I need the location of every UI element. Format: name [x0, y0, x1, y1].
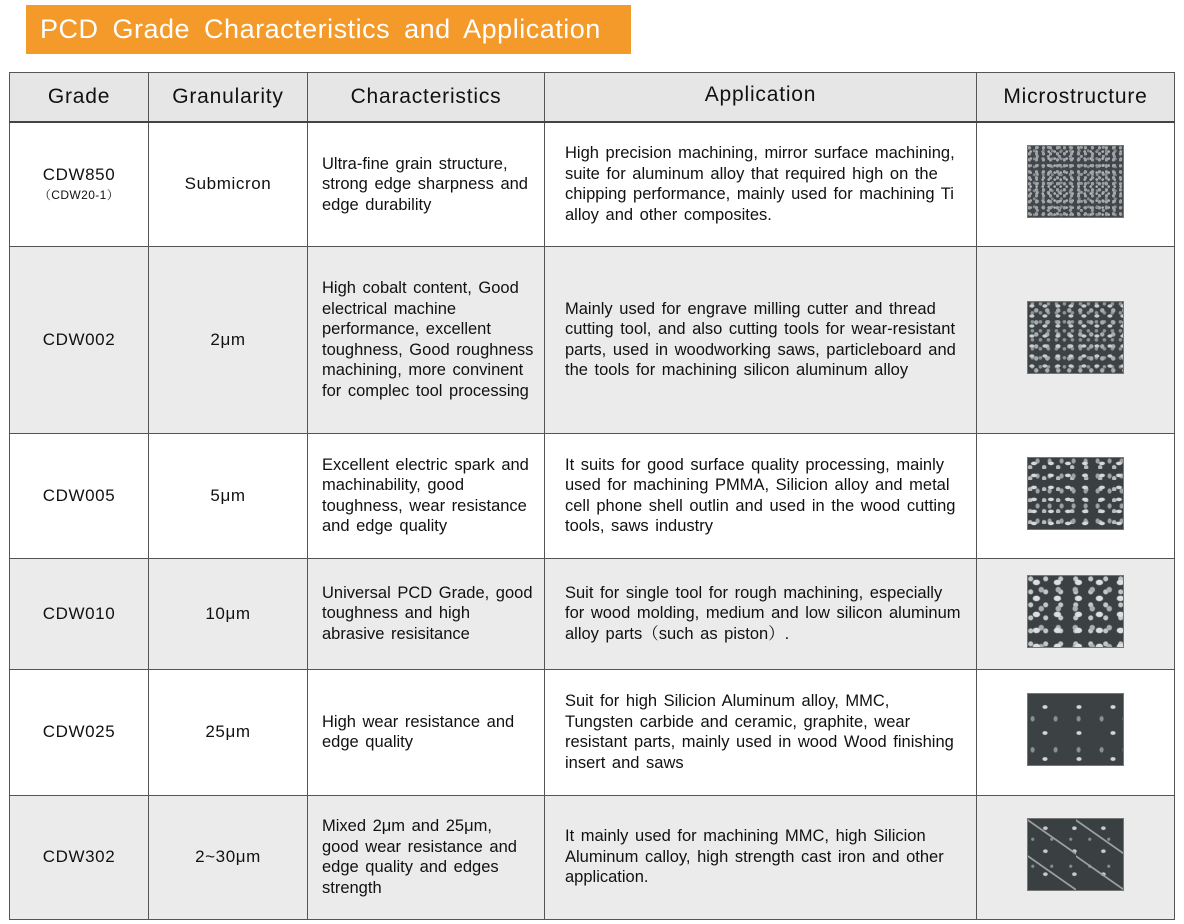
grade-name: CDW010: [42, 603, 116, 623]
application-cell: Suit for single tool for rough machining, especially for wood molding, medium and low silicon aluminum alloy parts（such as piston）.: [545, 558, 977, 669]
table-row: [10, 433, 1175, 558]
application-cell: It suits for good surface quality processing, mainly used for machining PMMA, Silicion alloy and metal cell phone shell outlin and used in the wood cutting tools, saws industry: [545, 433, 977, 558]
application-cell: It mainly used for machining MMC, high Silicion Aluminum calloy, high strength cast iron and other application.: [545, 795, 977, 919]
application-cell: Suit for high Silicion Aluminum alloy, MMC, Tungsten carbide and ceramic, graphite, wear resistant parts, mainly used in wood Wood finishing insert and saws: [545, 669, 977, 795]
table-header-row: [10, 73, 1175, 123]
grade-cell: [10, 246, 149, 433]
microstructure-image: [1027, 145, 1124, 218]
microstructure-cell: [977, 669, 1175, 795]
characteristics-cell: High wear resistance and edge quality: [308, 669, 545, 795]
microstructure-image: [1027, 575, 1124, 648]
header-characteristics: Characteristics: [308, 73, 545, 123]
microstructure-image: [1027, 818, 1124, 891]
table-row: [10, 122, 1175, 246]
grade-cell: [10, 122, 149, 246]
header-granularity: Granularity: [149, 73, 308, 123]
microstructure-cell: [977, 433, 1175, 558]
grade-table: [9, 72, 1175, 920]
application-cell: Mainly used for engrave milling cutter and thread cutting tool, and also cutting tools for wear-resistant parts, used in woodworking saws, particleboard and the tools for machining silicon aluminum alloy: [545, 246, 977, 433]
table-row: [10, 246, 1175, 433]
grade-name: CDW302: [42, 847, 116, 866]
granularity-cell: Submicron: [149, 122, 308, 246]
grade-name: CDW002: [42, 329, 116, 349]
microstructure-cell: [977, 795, 1175, 919]
characteristics-cell: High cobalt content, Good electrical machine performance, excellent toughness, Good roughness machining, more convinent for complec tool processing: [308, 246, 545, 433]
microstructure-image: [1027, 693, 1124, 766]
grade-cell: [10, 795, 149, 919]
characteristics-cell: Ultra-fine grain structure, strong edge sharpness and edge durability: [308, 122, 545, 246]
granularity-cell: 2μm: [149, 246, 308, 433]
table-row: [10, 669, 1175, 795]
grade-cell: [10, 669, 149, 795]
characteristics-cell: Universal PCD Grade, good toughness and high abrasive resisitance: [308, 558, 545, 669]
microstructure-image: [1027, 457, 1124, 530]
table-row: [10, 558, 1175, 669]
microstructure-image: [1027, 301, 1124, 374]
microstructure-cell: [977, 246, 1175, 433]
grade-name: CDW005: [42, 485, 116, 505]
table-row: [10, 795, 1175, 919]
granularity-cell: 2~30μm: [149, 795, 308, 919]
grade-subname: （CDW20-1）: [38, 188, 120, 203]
granularity-cell: 25μm: [149, 669, 308, 795]
grade-cell: [10, 433, 149, 558]
grade-name: CDW850: [42, 165, 116, 185]
header-microstructure: Microstructure: [977, 73, 1175, 123]
grade-cell: [10, 558, 149, 669]
page-title: PCD Grade Characteristics and Application: [26, 5, 631, 54]
characteristics-cell: Mixed 2μm and 25μm, good wear resistance and edge quality and edges strength: [308, 795, 545, 919]
header-grade: Grade: [10, 73, 149, 123]
application-cell: High precision machining, mirror surface machining, suite for aluminum alloy that required high on the chipping performance, mainly used for machining Ti alloy and other composites.: [545, 122, 977, 246]
microstructure-cell: [977, 558, 1175, 669]
granularity-cell: 10μm: [149, 558, 308, 669]
header-application: Application: [545, 73, 977, 123]
granularity-cell: 5μm: [149, 433, 308, 558]
characteristics-cell: Excellent electric spark and machinability, good toughness, wear resistance and edge quality: [308, 433, 545, 558]
grade-name: CDW025: [42, 722, 116, 741]
microstructure-cell: [977, 122, 1175, 246]
